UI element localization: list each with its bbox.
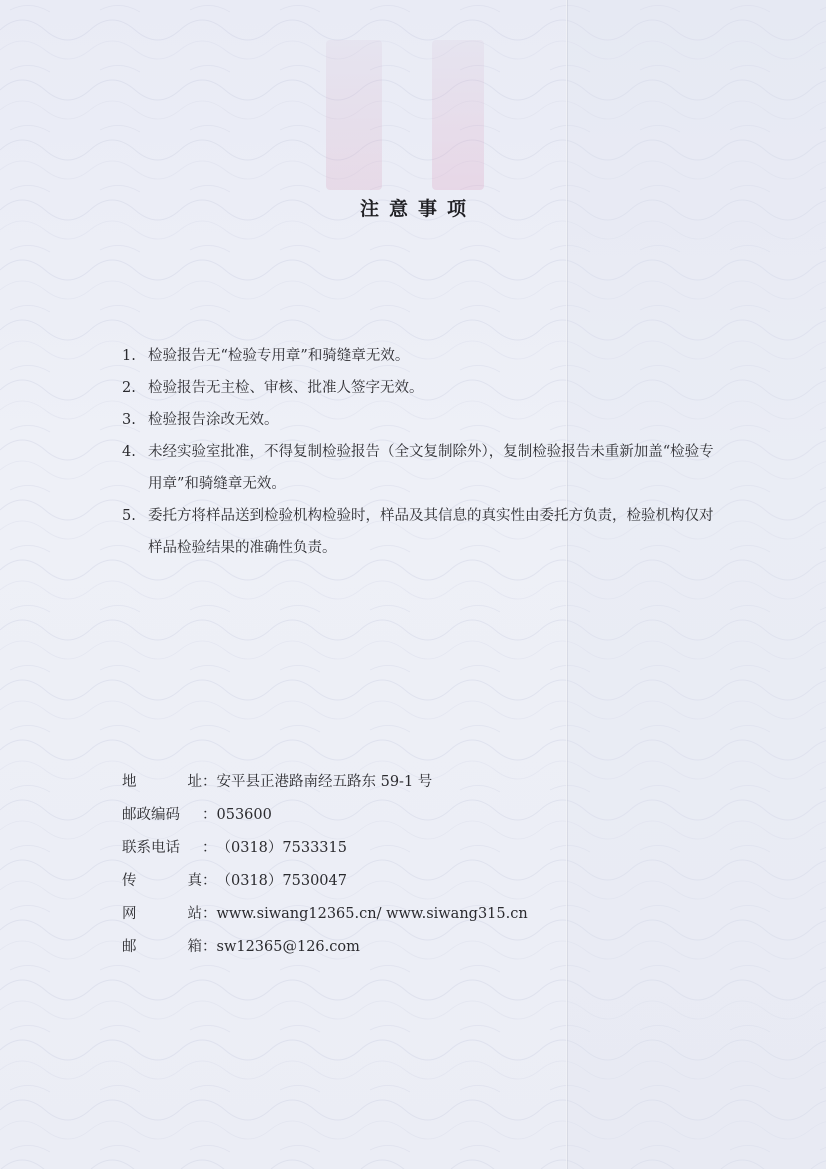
- note-number: 2.: [122, 380, 136, 396]
- contact-label-char: 传: [122, 873, 137, 889]
- contact-fax: [122, 865, 622, 898]
- contact-label-text: [122, 766, 202, 799]
- contact-separator: ：: [202, 906, 217, 922]
- page-title: 注意事项: [359, 198, 476, 220]
- contact-label-text: [122, 898, 202, 931]
- contact-label: [122, 931, 202, 964]
- contact-label-text: [122, 865, 202, 898]
- contact-value: 安平县正港路南经五路东 59-1 号: [216, 774, 433, 790]
- contact-separator: ：: [202, 807, 217, 823]
- seal-bleed-mark: [432, 40, 484, 190]
- contact-label-char: 箱: [187, 939, 202, 955]
- note-item: [122, 500, 722, 564]
- page-fold-line: [566, 0, 568, 1169]
- contact-label-text: 邮政编码: [122, 807, 180, 823]
- note-item: [122, 404, 722, 436]
- contact-label-char: 站: [187, 906, 202, 922]
- contact-value: （0318）7533315: [216, 840, 347, 856]
- contact-email: [122, 931, 622, 964]
- contact-label-char: 地: [122, 774, 137, 790]
- contact-value: （0318）7530047: [216, 873, 347, 889]
- seal-bleed-mark: [326, 40, 382, 190]
- note-text: 检验报告无主检、审核、批准人签字无效。: [148, 380, 424, 396]
- contact-label-char: 网: [122, 906, 137, 922]
- note-number: 3.: [122, 412, 136, 428]
- contact-info: [122, 766, 622, 964]
- note-number: 5.: [122, 508, 136, 524]
- page-fold-shade: [568, 0, 826, 1169]
- contact-label-char: 邮: [122, 939, 137, 955]
- contact-address: [122, 766, 622, 799]
- note-item: [122, 436, 722, 500]
- contact-separator: ：: [202, 840, 217, 856]
- notes-list: [122, 340, 722, 564]
- note-text: 未经实验室批准，不得复制检验报告（全文复制除外），复制检验报告未重新加盖“检验专用章”和骑缝章无效。: [148, 444, 714, 492]
- contact-value: sw12365@126.com: [216, 939, 360, 955]
- contact-separator: ：: [202, 939, 217, 955]
- contact-postcode: [122, 799, 622, 832]
- contact-label: [122, 898, 202, 931]
- note-number: 1.: [122, 348, 136, 364]
- contact-label: [122, 799, 202, 832]
- contact-value: 053600: [216, 807, 272, 823]
- contact-separator: ：: [202, 774, 217, 790]
- contact-value: www.siwang12365.cn/ www.siwang315.cn: [216, 906, 528, 922]
- note-text: 检验报告无“检验专用章”和骑缝章无效。: [148, 348, 410, 364]
- contact-label-text: [122, 931, 202, 964]
- contact-label-char: 址: [187, 774, 202, 790]
- contact-phone: [122, 832, 622, 865]
- contact-website: [122, 898, 622, 931]
- note-text: 委托方将样品送到检验机构检验时，样品及其信息的真实性由委托方负责，检验机构仅对样品检验结果的准确性负责。: [148, 508, 714, 556]
- contact-label-char: 真: [187, 873, 202, 889]
- note-item: [122, 372, 722, 404]
- note-item: [122, 340, 722, 372]
- contact-separator: ：: [202, 873, 217, 889]
- contact-label: [122, 865, 202, 898]
- note-number: 4.: [122, 444, 136, 460]
- contact-label: [122, 832, 202, 865]
- contact-label-text: 联系电话: [122, 840, 180, 856]
- contact-label: [122, 766, 202, 799]
- note-text: 检验报告涂改无效。: [148, 412, 279, 428]
